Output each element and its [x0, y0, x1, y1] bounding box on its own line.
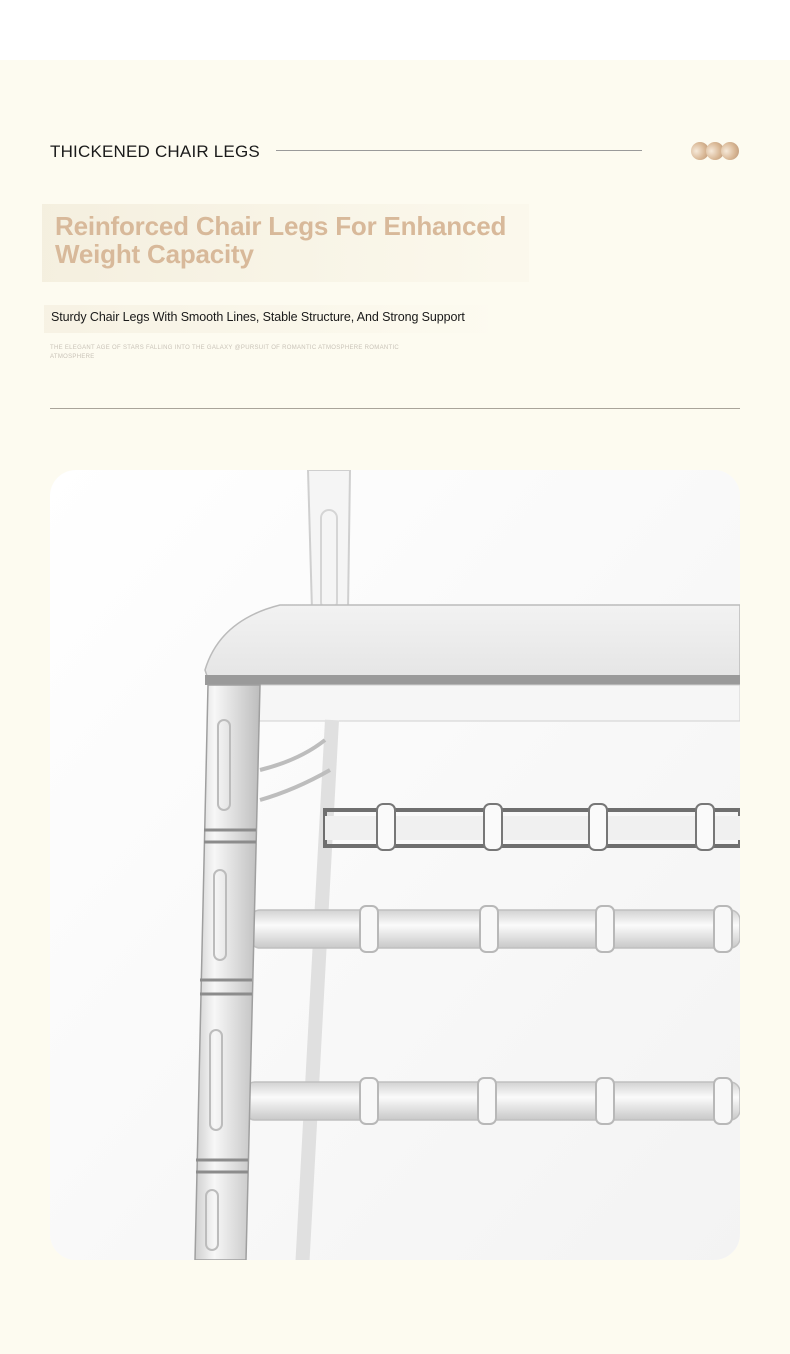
section-title: THICKENED CHAIR LEGS — [50, 142, 260, 161]
subheadline: Sturdy Chair Legs With Smooth Lines, Stable Structure, And Strong Support — [51, 310, 465, 324]
title-rule — [276, 150, 642, 151]
headline-box — [42, 204, 529, 282]
headline: Reinforced Chair Legs For Enhanced Weight Capacity — [55, 211, 507, 269]
fine-print: THE ELEGANT AGE OF STARS FALLING INTO THE GALAXY @PURSUIT OF ROMANTIC ATMOSPHERE ROMANTIC ATMOSPHERE — [50, 345, 400, 360]
circle-icon — [721, 142, 739, 160]
subheadline-box — [44, 305, 488, 333]
three-circles-icon — [691, 142, 741, 162]
chair-legs-illustration — [50, 470, 740, 1260]
section-divider — [50, 408, 740, 409]
top-white-band — [0, 0, 790, 60]
section-header — [50, 140, 740, 164]
product-photo — [50, 470, 740, 1260]
